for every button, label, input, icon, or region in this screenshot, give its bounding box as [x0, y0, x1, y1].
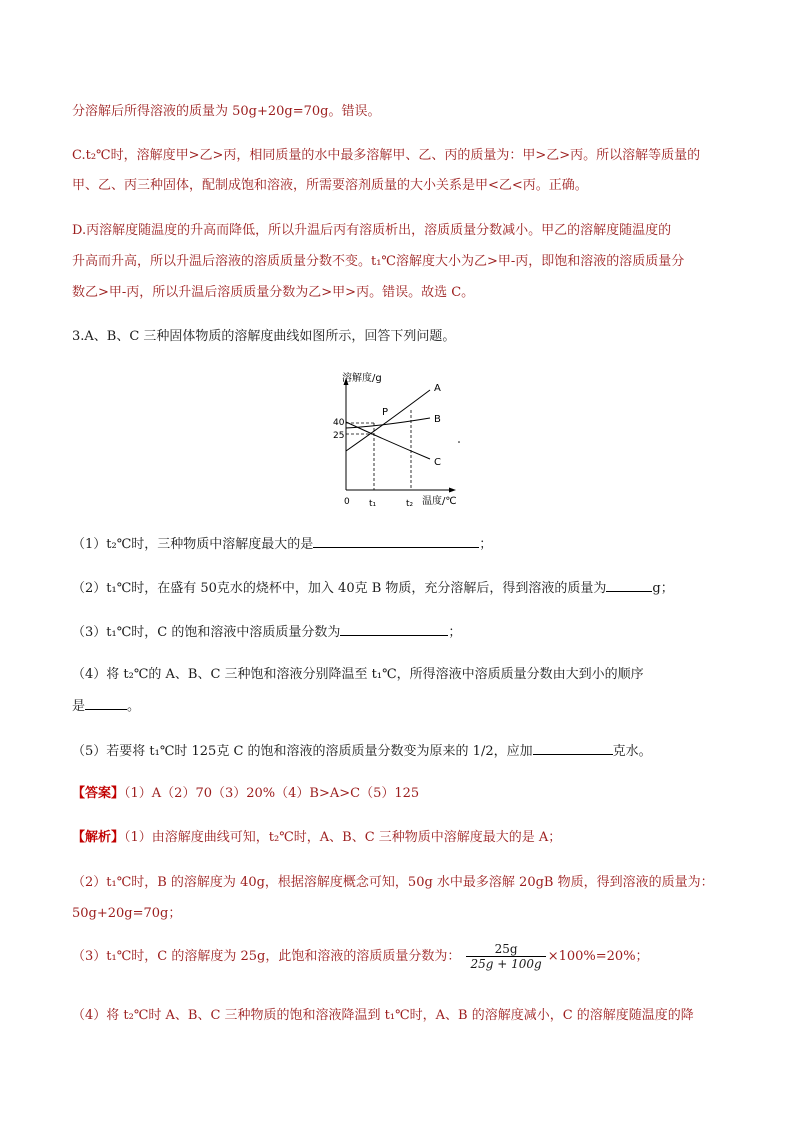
analysis-2-line-1: （2）t₁℃时，B 的溶解度为 40g，根据溶解度概念可知，50g 水中最多溶解 20gB 物质，得到溶液的质量为： — [72, 875, 714, 890]
analysis-4-line-1: （4）将 t₂℃时 A、B、C 三种物质的饱和溶液降温到 t₁℃时，A、B 的溶解度减小，C 的溶解度随温度的降 — [72, 1008, 694, 1023]
solubility-chart — [322, 366, 462, 516]
answer-tag: 【答案】 — [72, 786, 125, 801]
fraction-denominator: 25g + 100g — [466, 956, 545, 971]
question-stem: 3.A、B、C 三种固体物质的溶解度曲线如图所示，回答下列问题。 — [72, 329, 456, 344]
q1-answer-blank[interactable] — [313, 535, 479, 548]
x-tick-t2: t₂ — [406, 499, 414, 509]
para-c-line-1: C.t₂℃时，溶解度甲>乙>丙，相同质量的水中最多溶解甲、乙、丙的质量为：甲>乙>丙。所以溶解等质量的 — [72, 148, 701, 163]
x-axis-label: 温度/℃ — [422, 496, 457, 507]
q2-answer-blank[interactable] — [606, 579, 652, 592]
q1-text: （1）t₂℃时，三种物质中溶解度最大的是 — [72, 537, 314, 552]
y-tick-40: 40 — [333, 418, 345, 428]
para-d-line-3: 数乙>甲-丙，所以升温后溶质质量分数为乙>甲>丙。错误。故选 C。 — [72, 285, 475, 300]
q4-line-2 — [72, 697, 140, 715]
q5-end: 克水。 — [612, 744, 652, 759]
q3-text: （3）t₁℃时，C 的饱和溶液中溶质质量分数为 — [72, 625, 341, 640]
q5-text: （5）若要将 t₁℃时 125克 C 的饱和溶液的溶质质量分数变为原来的 1/2，应加 — [72, 744, 533, 759]
point-p-label: P — [382, 407, 389, 418]
answer-text: （1）A（2）70（3）20%（4）B>A>C（5）125 — [124, 786, 420, 801]
curve-a-label: A — [434, 383, 441, 394]
q3-answer-blank[interactable] — [340, 623, 448, 636]
analysis-2-line-2: 50g+20g=70g； — [72, 906, 182, 921]
q4-end: 。 — [127, 699, 141, 714]
para-d-line-2: 升高而升高，所以升温后溶液的溶质质量分数不变。t₁℃溶解度大小为乙>甲-丙，即饱和溶液的溶质质量分 — [72, 254, 685, 269]
x-tick-t1: t₁ — [369, 499, 377, 509]
q4-text: 是 — [72, 699, 86, 714]
curve-c — [346, 422, 430, 459]
para-c-line-2: 甲、乙、丙三种固体，配制成饱和溶液，所需要溶剂质量的大小关系是甲<乙<丙。正确。 — [72, 178, 588, 193]
q3 — [72, 623, 461, 641]
q3-end: ； — [448, 625, 462, 640]
q2 — [72, 579, 674, 597]
analysis-1-text: （1）由溶解度曲线可知，t₂℃时，A、B、C 三种物质中溶解度最大的是 A； — [124, 830, 562, 845]
q5 — [72, 742, 652, 760]
x-axis-arrow — [449, 488, 456, 493]
q4-line-1: （4）将 t₂℃的 A、B、C 三种饱和溶液分别降温至 t₁℃，所得溶液中溶质质量分数由大到小的顺序 — [72, 667, 644, 682]
curve-c-label: C — [434, 457, 441, 468]
q1 — [72, 535, 492, 553]
q2-end: g； — [652, 581, 674, 596]
para-d-line-1: D.丙溶解度随温度的升高而降低，所以升温后丙有溶质析出，溶质质量分数减小。甲乙的溶解度随温度的 — [72, 223, 672, 238]
analysis-3-text: （3）t₁℃时，C 的溶解度为 25g，此饱和溶液的溶质质量分数为： — [72, 949, 461, 964]
q5-answer-blank[interactable] — [533, 742, 613, 755]
fraction-numerator: 25g — [494, 942, 518, 956]
analysis-1 — [72, 830, 561, 846]
para-prev-line-1: 分溶解后所得溶液的质量为 50g+20g=70g。错误。 — [72, 104, 381, 119]
y-axis-label: 溶解度/g — [342, 373, 382, 384]
q4-answer-blank[interactable] — [85, 697, 127, 710]
curve-b-label: B — [434, 414, 441, 425]
analysis-3-post: ×100%=20%； — [547, 949, 649, 964]
stray-dot — [458, 441, 460, 443]
y-tick-25: 25 — [333, 431, 345, 441]
origin-label: 0 — [344, 497, 350, 507]
q2-text: （2）t₁℃时，在盛有 50克水的烧杯中，加入 40克 B 物质，充分溶解后，得到溶液的质量为 — [72, 581, 607, 596]
analysis-3 — [72, 940, 649, 974]
answer — [72, 786, 419, 802]
fraction — [466, 942, 545, 971]
q1-end: ； — [479, 537, 493, 552]
analysis-tag: 【解析】 — [72, 830, 125, 845]
